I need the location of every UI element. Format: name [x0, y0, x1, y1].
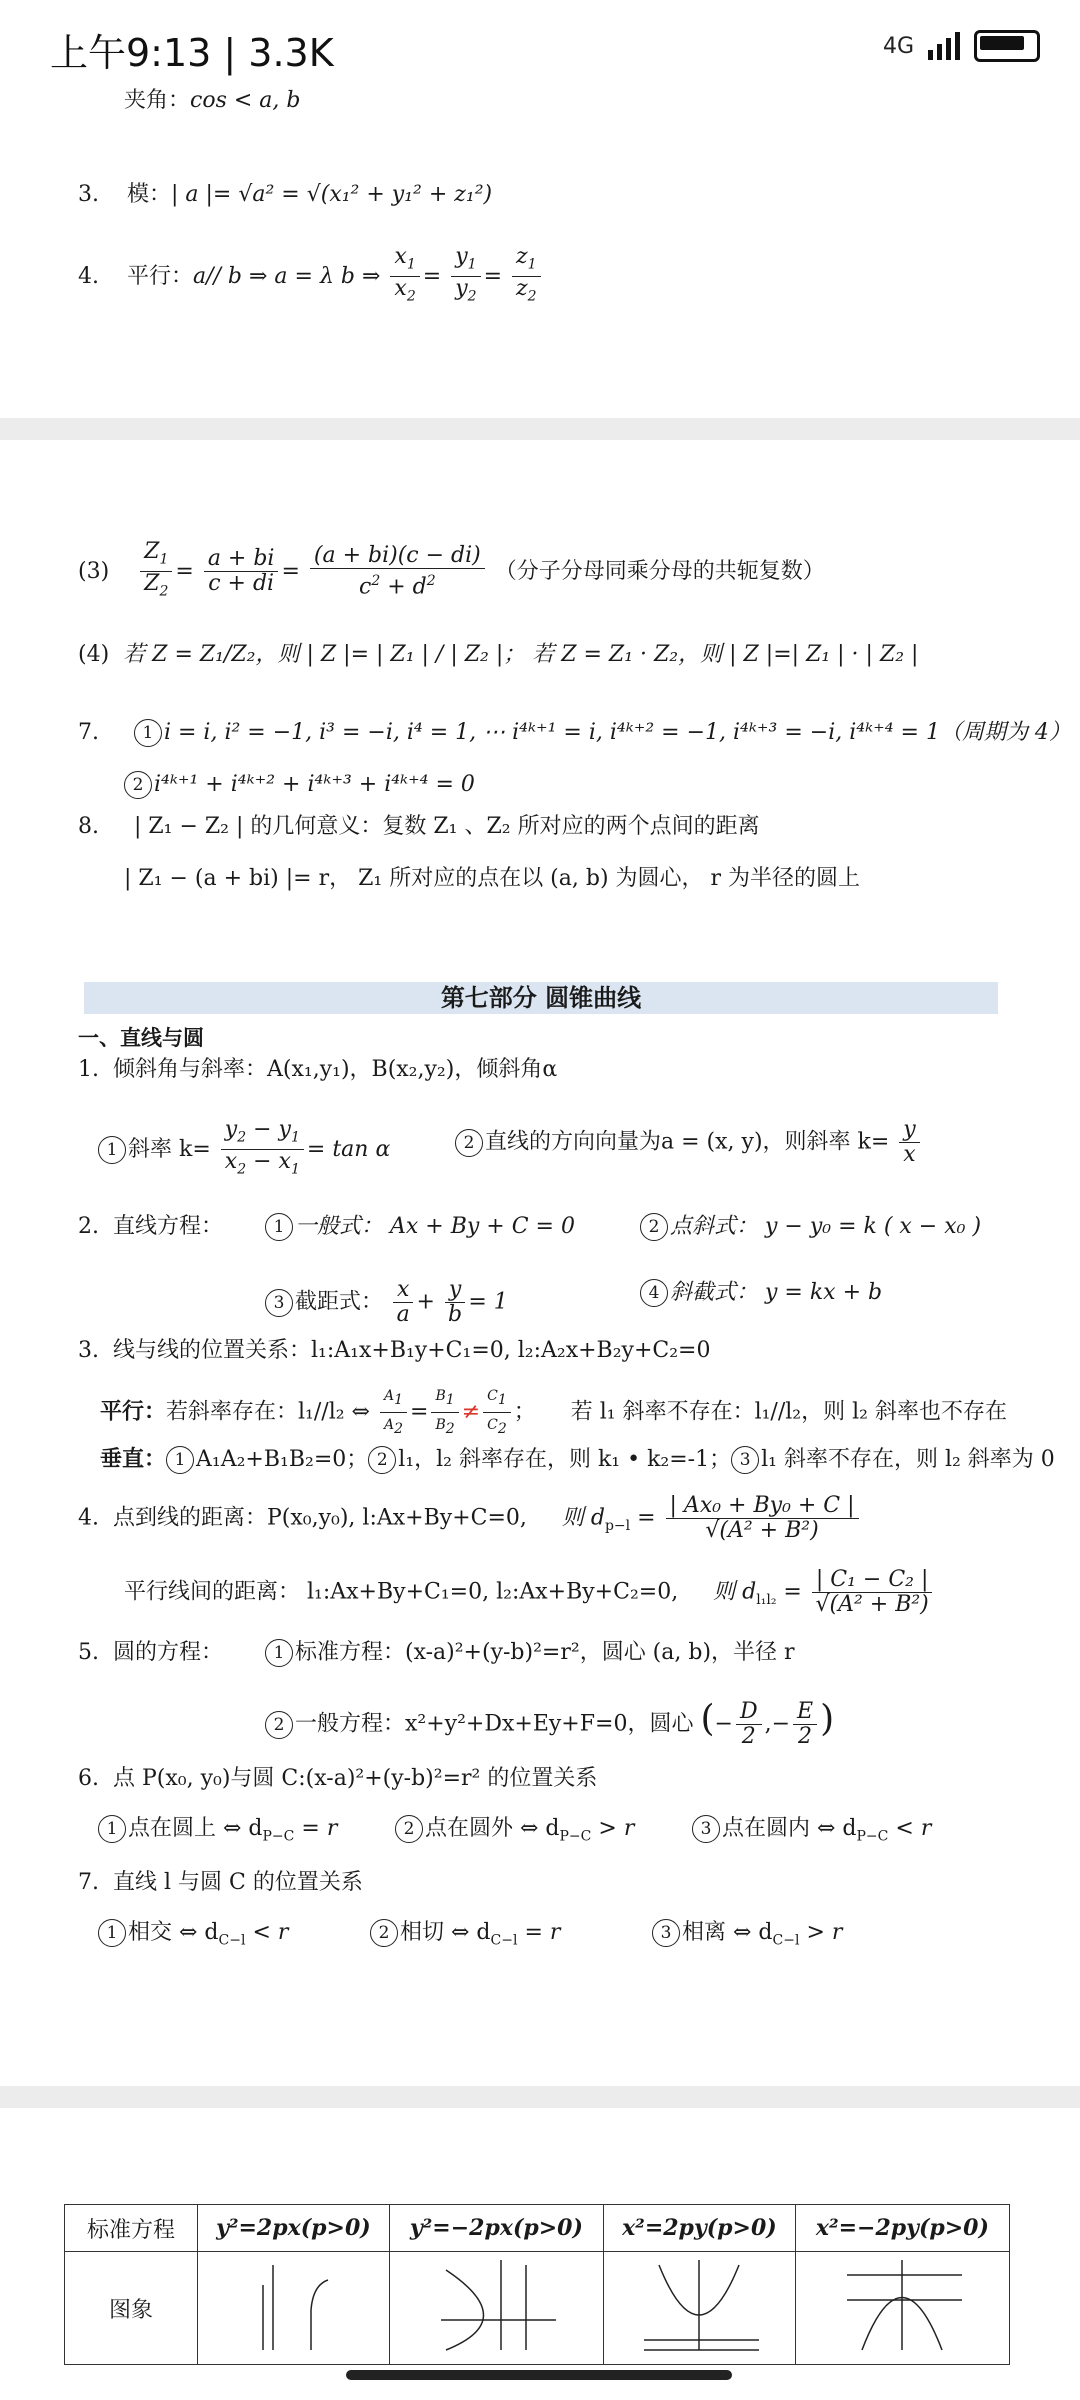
p6-inside-circle: 3 点在圆内 ⇔ $d_{P-C} < r$	[692, 1814, 931, 1851]
network-label: 4G	[882, 33, 914, 59]
p3-relation: 3. 线与线的位置关系：l₁:A₁x+B₁y+C₁=0, l₂:A₂x+B₂y+C₂=0	[78, 1338, 711, 1363]
signal-icon	[928, 32, 960, 60]
vector-magnitude: 3. 模：| a |= √a² = √(x₁² + y₁² + z₁²)	[78, 182, 493, 207]
heading-line-circle: 一、直线与圆	[78, 1026, 204, 1050]
p5-general-form: 2 一般方程：x²+y²+Dx+Ey+F=0，圆心 (− $\frac{D}{2}$ ,− $\frac{E}{2}$ )	[265, 1700, 834, 1749]
p4-point-line-distance: 4. 点到线的距离：P(x₀,y₀), l:Ax+By+C=0, 则 $d_{p-l}$ = $\frac{\text{| Ax₀ + By₀ + C |}}{\text{√(A² + B²)}}$	[78, 1494, 862, 1543]
p6-on-circle: 1 点在圆上 ⇔ $d_{P-C} = r$	[98, 1814, 337, 1851]
complex-i-powers: 7. 1 i = i, i² = −1, i³ = −i, i⁴ = 1, ⋯ i⁴ᵏ⁺¹ = i, i⁴ᵏ⁺² = −1, i⁴ᵏ⁺³ = −i, i⁴ᵏ⁺⁴ = 1（周期为 4）	[78, 720, 1071, 745]
table-header: x²=2py(p>0)	[603, 2205, 795, 2252]
vector-parallel: 4. 平行：a// b ⇒ a = λ b ⇒ $\frac{x_1}{x_2}$ = $\frac{y_1}{y_2}$ = $\frac{z_1}{z_2}$	[78, 245, 544, 309]
p7-line-circle: 7. 直线 l 与圆 C 的位置关系	[78, 1870, 363, 1895]
vector-angle: 夹角：cos < a, b	[124, 88, 301, 113]
p2-line-equation: 2. 直线方程：	[78, 1214, 224, 1239]
home-indicator[interactable]	[346, 2370, 732, 2380]
status-icons	[883, 30, 1040, 62]
table-row	[65, 2205, 1010, 2252]
table-header: x²=−2py(p>0)	[795, 2205, 1009, 2252]
status-time: 上午9:13 | 3.3K	[50, 31, 334, 75]
p2-point-slope: 2 点斜式： y − y₀ = k ( x − x₀ )	[640, 1212, 981, 1242]
p7-tangent: 2 相切 ⇔ $d_{C-l} = r$	[370, 1918, 560, 1955]
parabola-down-icon	[837, 2255, 967, 2355]
graph-cell	[603, 2252, 795, 2365]
p1-direction-vector: 2 直线的方向向量为a = (x, y)，则斜率 k= $\frac{y}{x}$	[455, 1118, 923, 1167]
parabola-left-icon	[431, 2255, 561, 2355]
complex-i-sum: 2 i⁴ᵏ⁺¹ + i⁴ᵏ⁺² + i⁴ᵏ⁺³ + i⁴ᵏ⁺⁴ = 0	[124, 770, 475, 800]
p3-perpendicular: 垂直： 1 A₁A₂+B₁B₂=0； 2 l₁，l₂ 斜率存在，则 k₁ • k₂=-1； 3 l₁ 斜率不存在，则 l₂ 斜率为 0	[100, 1446, 1055, 1472]
p2-slope-intercept: 4 斜截式： y = kx + b	[640, 1278, 882, 1308]
p6-outside-circle: 2 点在圆外 ⇔ $d_{P-C} > r$	[395, 1814, 634, 1851]
p1-slope: 1. 倾斜角与斜率：A(x₁,y₁)，B(x₂,y₂)，倾斜角α	[78, 1057, 558, 1082]
p2-general-form: 1 一般式： Ax + By + C = 0	[265, 1212, 575, 1242]
graph-cell	[389, 2252, 603, 2365]
graph-cell	[795, 2252, 1009, 2365]
parabola-up-icon	[634, 2255, 764, 2355]
p5-circle-equation: 5. 圆的方程：	[78, 1640, 224, 1665]
graph-cell	[198, 2252, 390, 2365]
complex-modulus: (4) 若 Z = Z₁/Z₂，则 | Z |= | Z₁ | / | Z₂ |； 若 Z = Z₁ · Z₂，则 | Z |=| Z₁ | · | Z₂ |	[78, 642, 919, 667]
table-header: y²=−2px(p>0)	[389, 2205, 603, 2252]
complex-circle: | Z₁ − (a + bi) |= r， Z₁ 所对应的点在以 (a, b) 为圆心， r 为半径的圆上	[124, 866, 861, 891]
section-title: 第七部分 圆锥曲线	[84, 982, 998, 1014]
table-header: y²=2px(p>0)	[198, 2205, 390, 2252]
table-header: 标准方程	[65, 2205, 198, 2252]
table-row	[65, 2252, 1010, 2365]
p7-separate: 3 相离 ⇔ $d_{C-l} > r$	[652, 1918, 842, 1955]
status-bar	[0, 0, 1080, 90]
parabola-right-icon	[233, 2255, 353, 2355]
page-separator-2	[0, 2086, 1080, 2108]
complex-distance: 8. | Z₁ − Z₂ | 的几何意义：复数 Z₁ 、Z₂ 所对应的两个点间的距离	[78, 814, 760, 839]
p1-slope-formula: 1 斜率 k= $\frac{y_2 - y_1}{x_2 - x_1}$ = tan α	[98, 1118, 390, 1182]
p7-intersect: 1 相交 ⇔ $d_{C-l} < r$	[98, 1918, 288, 1955]
complex-division: (3) $\frac{Z_1}{Z_2}$ = $\frac{a + bi}{c + di}$ = $\frac{(a + bi)(c - di)}{c^2 + d^2}$ （分子分母同乘分母的共轭复数）	[78, 539, 825, 600]
p6-point-circle: 6. 点 P(x₀, y₀)与圆 C:(x-a)²+(y-b)²=r² 的位置关系	[78, 1766, 598, 1791]
parabola-table	[64, 2204, 1010, 2365]
p3-parallel: 平行：若斜率存在：l₁//l₂ ⇔ $\frac{A_1}{A_2}$ = $\frac{B_1}{B_2}$ ≠ $\frac{C_1}{C_2}$ ； 若 l₁ 斜率不存在：l₁//l₂，则 l₂ 斜率也不存在	[100, 1384, 1007, 1441]
p4-parallel-distance: 平行线间的距离： l₁:Ax+By+C₁=0, l₂:Ax+By+C₂=0, 则 $d_{l_1l_2}$ = $\frac{\text{| C₁ − C₂ |}}{\text{√(A² + B²)}}$	[124, 1568, 935, 1617]
battery-icon	[974, 30, 1040, 62]
p2-intercept-form: 3 截距式： $\frac{x}{a}$ + $\frac{y}{b}$ = 1	[265, 1278, 508, 1327]
p5-standard-form: 1 标准方程：(x-a)²+(y-b)²=r²，圆心 (a, b)，半径 r	[265, 1638, 795, 1668]
page-separator	[0, 418, 1080, 440]
table-cell: 图象	[65, 2252, 198, 2365]
